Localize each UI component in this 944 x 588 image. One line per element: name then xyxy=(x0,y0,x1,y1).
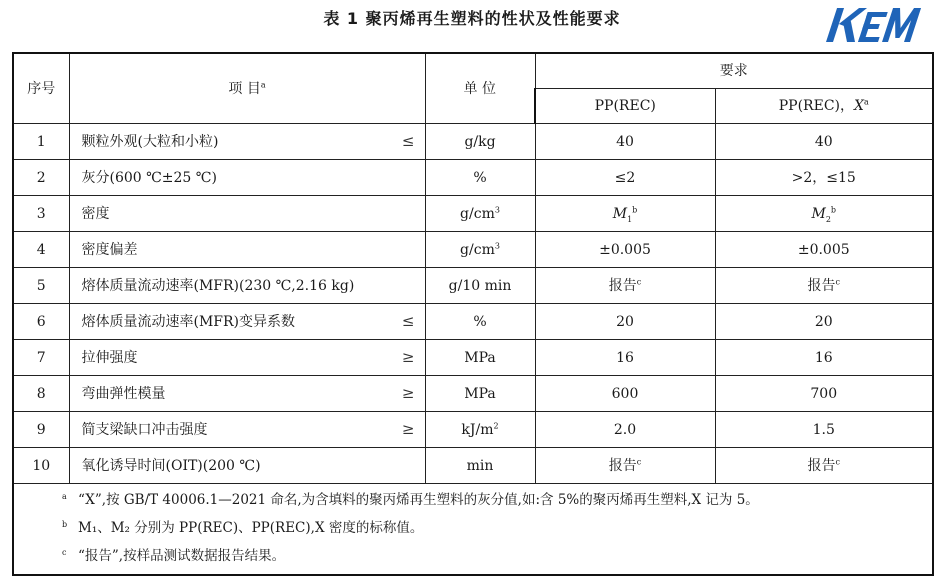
value-footnote-mark: c xyxy=(636,456,642,466)
row-value-pp-rec-x xyxy=(715,448,933,484)
row-value-pp-rec: 600 xyxy=(535,376,715,412)
header-requirement: 要求 xyxy=(535,53,933,89)
value-text: 报告 xyxy=(807,277,836,294)
footnotes-row xyxy=(13,484,933,576)
value-subscript: 1 xyxy=(627,214,633,224)
row-unit: min xyxy=(425,448,535,484)
table-row xyxy=(13,124,933,160)
row-value-pp-rec: 2.0 xyxy=(535,412,715,448)
footnote xyxy=(14,546,932,574)
value-footnote-mark: c xyxy=(835,456,840,466)
row-item xyxy=(69,412,425,448)
row-item xyxy=(69,160,425,196)
row-no: 7 xyxy=(13,340,69,376)
row-value-pp-rec: 20 xyxy=(535,304,715,340)
unit-exponent: 3 xyxy=(494,204,500,214)
value-text: 报告 xyxy=(807,457,836,474)
table-row xyxy=(13,376,933,412)
row-relation: ≥ xyxy=(401,384,415,402)
header-item xyxy=(69,53,425,124)
row-item-label: 熔体质量流动速率(MFR)(230 ℃,2.16 kg) xyxy=(81,277,355,294)
value-symbol: M xyxy=(811,205,826,222)
row-item xyxy=(69,448,425,484)
row-item xyxy=(69,232,425,268)
table-row xyxy=(13,196,933,232)
row-item xyxy=(69,196,425,232)
header-row xyxy=(13,53,933,89)
row-unit xyxy=(425,196,535,232)
row-item-label: 弯曲弹性模量 xyxy=(81,385,166,402)
header-x-variable: X xyxy=(854,98,864,114)
row-no: 5 xyxy=(13,268,69,304)
value-symbol: M xyxy=(612,205,628,222)
row-value-pp-rec: ±0.005 xyxy=(535,232,715,268)
unit-exponent: 3 xyxy=(494,240,500,250)
row-item-label: 密度偏差 xyxy=(81,241,138,258)
footnote xyxy=(14,490,932,518)
row-no: 9 xyxy=(13,412,69,448)
row-value-pp-rec-x xyxy=(715,268,933,304)
row-value-pp-rec xyxy=(535,448,715,484)
footnote-text: “X”,按 GB/T 40006.1—2021 命名,为含填料的聚丙烯再生塑料的灰分值,如:含 5%的聚丙烯再生塑料,X 记为 5。 xyxy=(78,492,759,508)
footnote-mark: c xyxy=(62,548,67,557)
value-subscript: 2 xyxy=(825,214,831,224)
table-row xyxy=(13,412,933,448)
kem-logo xyxy=(823,2,931,48)
row-value-pp-rec: ≤2 xyxy=(535,160,715,196)
row-value-pp-rec-x: 700 xyxy=(715,376,933,412)
row-no: 6 xyxy=(13,304,69,340)
row-relation: ≤ xyxy=(401,132,415,150)
value-text: 报告 xyxy=(608,457,637,474)
row-value-pp-rec-x: 20 xyxy=(715,304,933,340)
row-value-pp-rec-x: ±0.005 xyxy=(715,232,933,268)
row-no: 1 xyxy=(13,124,69,160)
row-item xyxy=(69,268,425,304)
row-value-pp-rec-x xyxy=(715,196,933,232)
header-no: 序号 xyxy=(13,53,69,124)
unit-base: g/cm xyxy=(460,241,495,258)
row-value-pp-rec-x: 1.5 xyxy=(715,412,933,448)
row-item-label: 拉伸强度 xyxy=(81,349,138,366)
row-unit: MPa xyxy=(425,340,535,376)
row-unit: g/kg xyxy=(425,124,535,160)
row-item-label: 氧化诱导时间(OIT)(200 ℃) xyxy=(81,457,261,474)
unit-base: g/cm xyxy=(460,205,495,222)
row-unit: % xyxy=(425,160,535,196)
header-unit: 单 位 xyxy=(425,53,535,124)
unit-base: kJ/m xyxy=(461,421,494,438)
header-item-label: 项 目 xyxy=(228,80,261,97)
row-no: 2 xyxy=(13,160,69,196)
row-no: 8 xyxy=(13,376,69,412)
value-footnote-mark: c xyxy=(636,276,642,286)
header-pp-rec: PP(REC) xyxy=(535,89,715,124)
requirements-table xyxy=(12,52,934,576)
row-relation: ≥ xyxy=(401,420,415,438)
row-unit xyxy=(425,232,535,268)
row-item xyxy=(69,304,425,340)
table-row xyxy=(13,304,933,340)
row-value-pp-rec-x: 40 xyxy=(715,124,933,160)
row-unit: % xyxy=(425,304,535,340)
row-no: 10 xyxy=(13,448,69,484)
row-item-label: 简支梁缺口冲击强度 xyxy=(81,421,208,438)
footnote xyxy=(14,518,932,546)
footnote-mark: b xyxy=(62,520,68,529)
footnote-mark: a xyxy=(62,492,67,501)
row-relation: ≥ xyxy=(401,348,415,366)
unit-exponent: 2 xyxy=(493,420,499,430)
header-item-footnote-mark: a xyxy=(260,79,266,89)
value-footnote-mark: c xyxy=(835,276,840,286)
value-footnote-mark: b xyxy=(632,204,638,214)
footnotes-cell xyxy=(13,484,933,576)
row-value-pp-rec-x: >2，≤15 xyxy=(715,160,933,196)
row-relation: ≤ xyxy=(401,312,415,330)
row-item-label: 颗粒外观(大粒和小粒) xyxy=(81,133,219,150)
row-item xyxy=(69,376,425,412)
header-pp-rec-x-prefix: PP(REC)， xyxy=(778,98,854,114)
table-row xyxy=(13,340,933,376)
row-item xyxy=(69,340,425,376)
row-item-label: 灰分(600 ℃±25 ℃) xyxy=(81,169,217,186)
table-title: 表 1 聚丙烯再生塑料的性状及性能要求 xyxy=(323,9,621,28)
header-x-footnote-mark: a xyxy=(863,97,869,107)
row-no: 3 xyxy=(13,196,69,232)
row-unit: MPa xyxy=(425,376,535,412)
row-value-pp-rec: 40 xyxy=(535,124,715,160)
row-value-pp-rec xyxy=(535,268,715,304)
row-item-label: 密度 xyxy=(81,205,110,222)
table-row xyxy=(13,160,933,196)
row-unit: g/10 min xyxy=(425,268,535,304)
value-footnote-mark: b xyxy=(830,204,837,214)
value-text: 报告 xyxy=(608,277,637,294)
row-no: 4 xyxy=(13,232,69,268)
footnote-text: “报告”,按样品测试数据报告结果。 xyxy=(78,548,286,564)
row-value-pp-rec: 16 xyxy=(535,340,715,376)
footnote-text: M₁、M₂ 分别为 PP(REC)、PP(REC),X 密度的标称值。 xyxy=(78,520,424,536)
row-item-label: 熔体质量流动速率(MFR)变异系数 xyxy=(81,313,296,330)
table-row xyxy=(13,448,933,484)
row-value-pp-rec xyxy=(535,196,715,232)
row-unit xyxy=(425,412,535,448)
row-value-pp-rec-x: 16 xyxy=(715,340,933,376)
header-pp-rec-x xyxy=(715,89,933,124)
table-row xyxy=(13,268,933,304)
table-row xyxy=(13,232,933,268)
row-item xyxy=(69,124,425,160)
